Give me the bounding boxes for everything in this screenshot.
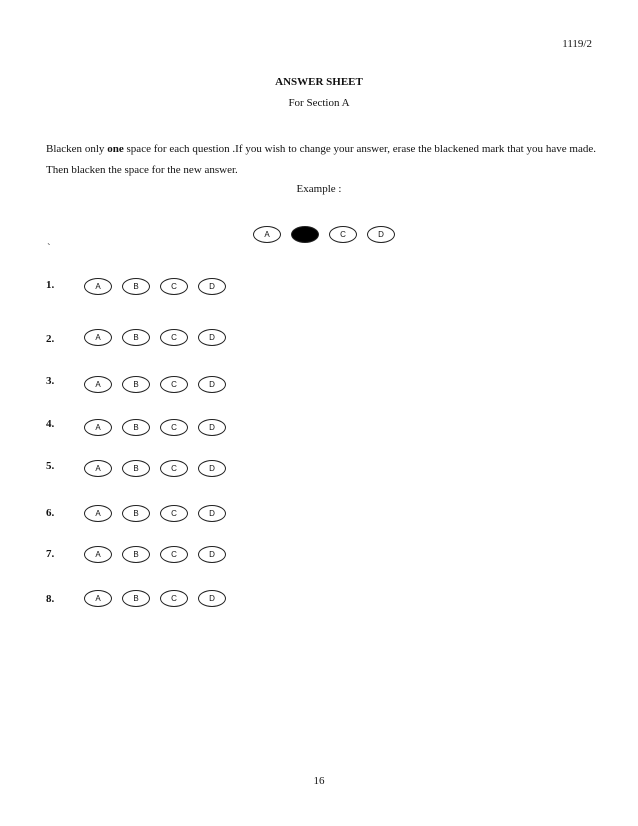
question-number: 7. (46, 548, 55, 560)
document-code: 1119/2 (562, 38, 592, 50)
question-number: 2. (46, 333, 55, 345)
question-number: 8. (46, 593, 55, 605)
option-bubble-b[interactable]: B (122, 460, 150, 477)
question-number: 1. (46, 279, 55, 291)
option-bubble-a[interactable]: A (84, 419, 112, 436)
option-bubble-a[interactable]: A (84, 460, 112, 477)
instructions (46, 139, 596, 181)
example-bubble-a[interactable]: A (253, 226, 281, 243)
question-number: 5. (46, 460, 55, 472)
option-bubble-c[interactable]: C (160, 590, 188, 607)
option-bubble-b[interactable]: B (122, 505, 150, 522)
option-bubble-c[interactable]: C (160, 546, 188, 563)
example-bubble-d[interactable]: D (367, 226, 395, 243)
option-bubble-c[interactable]: C (160, 376, 188, 393)
option-bubble-d[interactable]: D (198, 505, 226, 522)
option-bubble-d[interactable]: D (198, 546, 226, 563)
option-bubble-a[interactable]: A (84, 278, 112, 295)
page-subtitle: For Section A (288, 97, 350, 109)
option-bubble-a[interactable]: A (84, 546, 112, 563)
question-number: 3. (46, 375, 55, 387)
example-bubble-filled[interactable] (291, 226, 319, 243)
option-bubble-d[interactable]: D (198, 419, 226, 436)
example-label: Example : (296, 183, 342, 195)
page-title: ANSWER SHEET (275, 76, 363, 88)
instructions-after: space for each question .If you wish to change your answer, erase the blackened mark that you have made. Then blacken the space for the new answer. (46, 143, 596, 176)
example-bubble-c[interactable]: C (329, 226, 357, 243)
option-bubble-d[interactable]: D (198, 460, 226, 477)
option-bubble-b[interactable]: B (122, 546, 150, 563)
page-number: 16 (313, 775, 325, 787)
option-bubble-a[interactable]: A (84, 505, 112, 522)
option-bubble-b[interactable]: B (122, 278, 150, 295)
option-bubble-b[interactable]: B (122, 329, 150, 346)
option-bubble-d[interactable]: D (198, 278, 226, 295)
option-bubble-c[interactable]: C (160, 329, 188, 346)
option-bubble-c[interactable]: C (160, 419, 188, 436)
option-bubble-a[interactable]: A (84, 376, 112, 393)
stray-mark: ` (47, 242, 51, 254)
instructions-bold: one (107, 143, 124, 155)
option-bubble-b[interactable]: B (122, 376, 150, 393)
question-number: 6. (46, 507, 55, 519)
option-bubble-d[interactable]: D (198, 590, 226, 607)
question-number: 4. (46, 418, 55, 430)
instructions-before: Blacken only (46, 143, 108, 155)
option-bubble-c[interactable]: C (160, 278, 188, 295)
option-bubble-b[interactable]: B (122, 590, 150, 607)
option-bubble-d[interactable]: D (198, 329, 226, 346)
option-bubble-d[interactable]: D (198, 376, 226, 393)
option-bubble-b[interactable]: B (122, 419, 150, 436)
option-bubble-c[interactable]: C (160, 460, 188, 477)
option-bubble-c[interactable]: C (160, 505, 188, 522)
option-bubble-a[interactable]: A (84, 590, 112, 607)
option-bubble-a[interactable]: A (84, 329, 112, 346)
